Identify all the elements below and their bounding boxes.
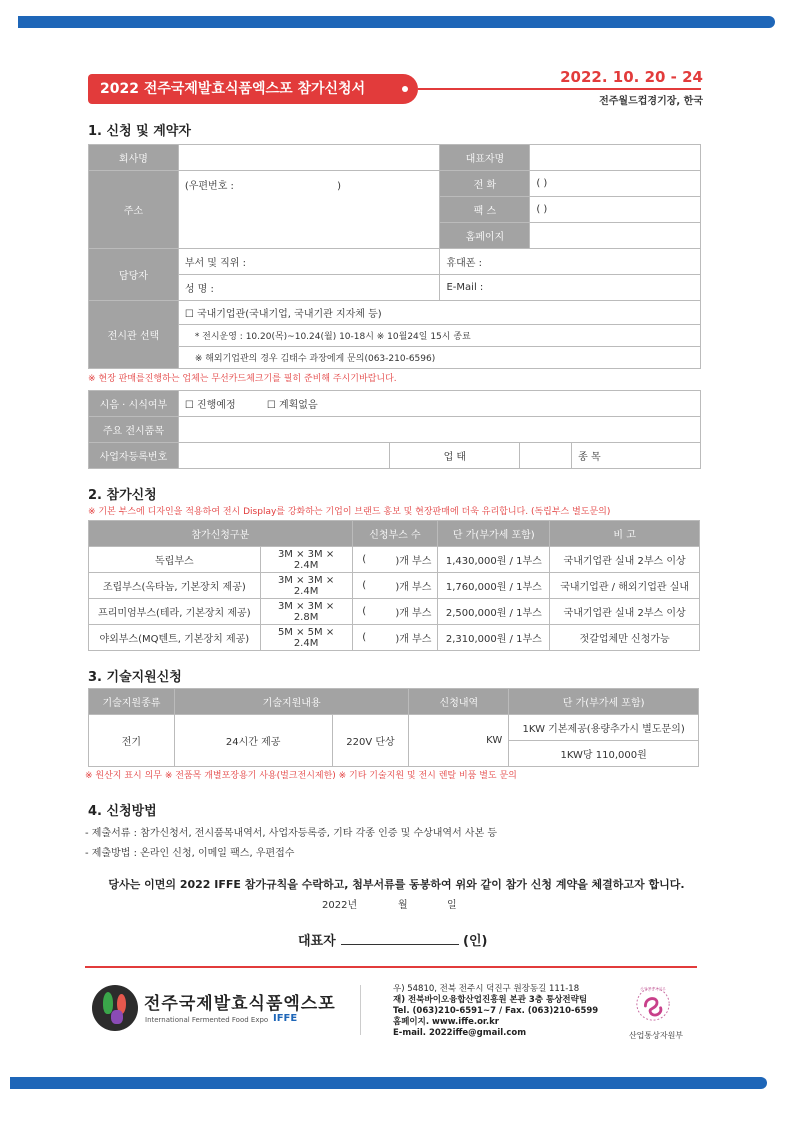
tech-price-per-kw: 1KW당 110,000원 [509,741,699,767]
booth-size: 3M × 3M × 2.4M [260,573,352,599]
representative-label: 대표자 [298,934,336,949]
company-input[interactable] [178,145,440,171]
tel-fax-line: Tel. (063)210-6591~7 / Fax. (063)210-6599 [393,1006,599,1016]
bizitem-label: 종 목 [578,452,601,463]
contact-block [393,984,598,1039]
tech-header-kind: 기술지원종류 [89,689,175,715]
address-input[interactable] [178,171,440,249]
tel-input[interactable]: ( ) [530,171,701,197]
email-input[interactable] [440,275,701,301]
company-label: 회사명 [89,145,179,171]
tech-header-price: 단 가(부가세 포함) [509,689,699,715]
form-title-banner [88,74,418,104]
tasting-label: 시음 · 시식여부 [89,391,179,417]
address-line-1: 우) 54810, 전북 전주시 덕진구 원장동길 111-18 [393,984,580,994]
tech-kind: 전기 [89,715,175,767]
fax-input[interactable]: ( ) [530,197,701,223]
tech-kw-input[interactable]: KW [409,715,509,767]
submit-method: - 제출방법 : 온라인 신청, 이메일 팩스, 우편접수 [85,848,295,859]
booth-price: 2,500,000원 / 1부스 [438,599,550,625]
top-decor-bar [18,16,775,28]
booth-row [89,625,700,651]
logo-english-name: International Fermented Food Expo [145,1016,269,1024]
items-label: 주요 전시품목 [89,417,179,443]
fax-label: 팩 스 [440,197,530,223]
tech-header-request: 신청내역 [409,689,509,715]
section4-title: 4. 신청방법 [88,804,157,819]
booth-type: 야외부스(MQ텐트, 기본장치 제공) [89,625,261,651]
date-month: 월 [398,900,408,911]
booth-row [89,573,700,599]
form-title: 2022 전주국제발효식품엑스포 참가신청서 [100,81,366,97]
bizitem-cell[interactable] [572,443,701,469]
booth-table [88,520,700,651]
date-day: 일 [447,900,457,911]
logo-leaf-purple [111,1010,123,1024]
booth-size: 3M × 3M × 2.4M [260,547,352,573]
contract-statement: 당사는 이면의 2022 IFFE 참가규칙을 수락하고, 첨부서류를 동봉하여 위와 같이 참가 신청 계약을 체결하고자 합니다. [108,878,685,891]
section2-title: 2. 참가신청 [88,488,157,503]
tech-price-base: 1KW 기본제공(용량추가시 별도문의) [509,715,699,741]
postal-label: (우편번호 : [184,181,234,192]
footer-divider [85,966,697,968]
tel-label: 전 화 [440,171,530,197]
booth-note: ※ 기본 부스에 디자인을 적용하여 전시 Display를 강화하는 기업이 브랜드 홍보 및 현장판매에 더욱 유리합니다. (독립부스 별도문의) [88,507,611,517]
representative-seal: (인) [463,934,488,949]
booth-remark: 국내기업관 / 해외기업관 실내 [550,573,700,599]
tech-header-content: 기술지원내용 [174,689,409,715]
tasting-yes-checkbox[interactable]: ☐ 진행예정 [184,400,236,411]
postal-close: ) [337,181,341,192]
hall-option-domestic[interactable]: ☐ 국내기업관(국내기업, 국내기관 지자체 등) [178,301,700,325]
tech-content: 24시간 제공 [174,715,332,767]
iffe-logo-icon [92,985,138,1031]
hall-label: 전시관 선택 [89,301,179,369]
booth-count-input[interactable]: )개 부스 [376,573,438,599]
event-venue: 전주월드컵경기장, 한국 [599,96,703,107]
email-label: E-Mail : [446,282,484,293]
booth-count-input[interactable]: )개 부스 [376,547,438,573]
booth-remark: 국내기업관 실내 2부스 이상 [550,599,700,625]
booth-type: 프리미엄부스(테라, 기본장치 제공) [89,599,261,625]
name-label: 성 명 : [184,284,214,295]
booth-row [89,547,700,573]
logo-abbr: IFFE [273,1013,298,1024]
dept-label: 부서 및 직위 : [184,258,247,269]
section1-title: 1. 신청 및 계약자 [88,124,191,139]
booth-header-price: 단 가(부가세 포함) [438,521,550,547]
ceo-label: 대표자명 [440,145,530,171]
homepage-line[interactable]: 홈페이지. www.iffe.or.kr [393,1017,499,1027]
tech-note: ※ 원산지 표시 의무 ※ 전품목 개별포장용기 사용(벌크전시제한) ※ 기타 기술지원 및 전시 렌탈 비품 별도 문의 [85,771,517,781]
booth-type: 조립부스(옥타놈, 기본장치 제공) [89,573,261,599]
card-reader-note: ※ 현장 판매를진행하는 업체는 무선카드체크기를 필히 준비해 주시기바랍니다. [88,374,397,384]
bizno-label: 사업자등록번호 [89,443,179,469]
biztype-input[interactable] [520,443,572,469]
booth-price: 1,760,000원 / 1부스 [438,573,550,599]
booth-count-input[interactable]: )개 부스 [376,599,438,625]
booth-remark: 국내기업관 실내 2부스 이상 [550,547,700,573]
items-input[interactable] [178,417,700,443]
manager-label: 담당자 [89,249,179,301]
title-dot [402,86,408,92]
address-line-2: 재) 전북바이오융합산업진흥원 본관 3층 통상전략팀 [393,995,588,1005]
ceo-input[interactable] [530,145,701,171]
address-label: 주소 [89,171,179,249]
hall-overseas-note: ※ 해외기업관의 경우 김태수 과장에게 문의(063-210-6596) [178,347,700,369]
booth-size: 5M × 5M × 2.4M [260,625,352,651]
hall-schedule: * 전시운영 : 10.20(목)~10.24(월) 10-18시 ※ 10월24일 15시 종료 [178,325,700,347]
applicant-table [88,144,701,369]
logo-korean-name: 전주국제발효식품엑스포 [144,994,336,1014]
homepage-input[interactable] [530,223,701,249]
booth-count-open[interactable]: ( [352,547,376,573]
booth-price: 1,430,000원 / 1부스 [438,547,550,573]
representative-signature-line[interactable] [341,944,459,945]
biztype-label: 업 태 [390,443,520,469]
tasting-table [88,390,701,469]
booth-header-type: 참가신청구분 [89,521,353,547]
booth-remark: 젓갈업체만 신청가능 [550,625,700,651]
booth-header-remark: 비 고 [550,521,700,547]
booth-count-open[interactable]: ( [352,599,376,625]
booth-count-input[interactable]: )개 부스 [376,625,438,651]
email-line[interactable]: E-mail. 2022iffe@gmail.com [393,1028,527,1038]
submit-docs: - 제출서류 : 참가신청서, 전시품목내역서, 사업자등록증, 기타 각종 인증 및 수상내역서 사본 등 [85,828,498,839]
booth-count-open[interactable]: ( [352,625,376,651]
booth-row [89,599,700,625]
date-year: 2022년 [322,900,358,911]
bizno-input[interactable] [178,443,390,469]
mobile-input[interactable] [440,249,701,275]
dept-input[interactable] [178,249,440,275]
tech-support-table [88,688,699,767]
footer-separator [360,985,361,1035]
bottom-decor-bar [10,1077,767,1089]
name-input[interactable] [178,275,440,301]
homepage-label: 홈페이지 [440,223,530,249]
section3-title: 3. 기술지원신청 [88,670,182,685]
booth-size: 3M × 3M × 2.8M [260,599,352,625]
booth-type: 독립부스 [89,547,261,573]
booth-count-open[interactable]: ( [352,573,376,599]
title-underline [418,88,701,90]
ministry-ring-text: 산업통상자원부 [640,986,666,992]
ministry-name: 산업통상자원부 [628,1031,684,1040]
mobile-label: 휴대폰 : [446,258,483,269]
booth-header-count: 신청부스 수 [352,521,438,547]
tasting-no-checkbox[interactable]: ☐ 계획없음 [266,400,318,411]
ministry-emblem-icon [634,985,672,1023]
tech-voltage: 220V 단상 [332,715,409,767]
event-date: 2022. 10. 20 - 24 [560,68,703,86]
booth-price: 2,310,000원 / 1부스 [438,625,550,651]
